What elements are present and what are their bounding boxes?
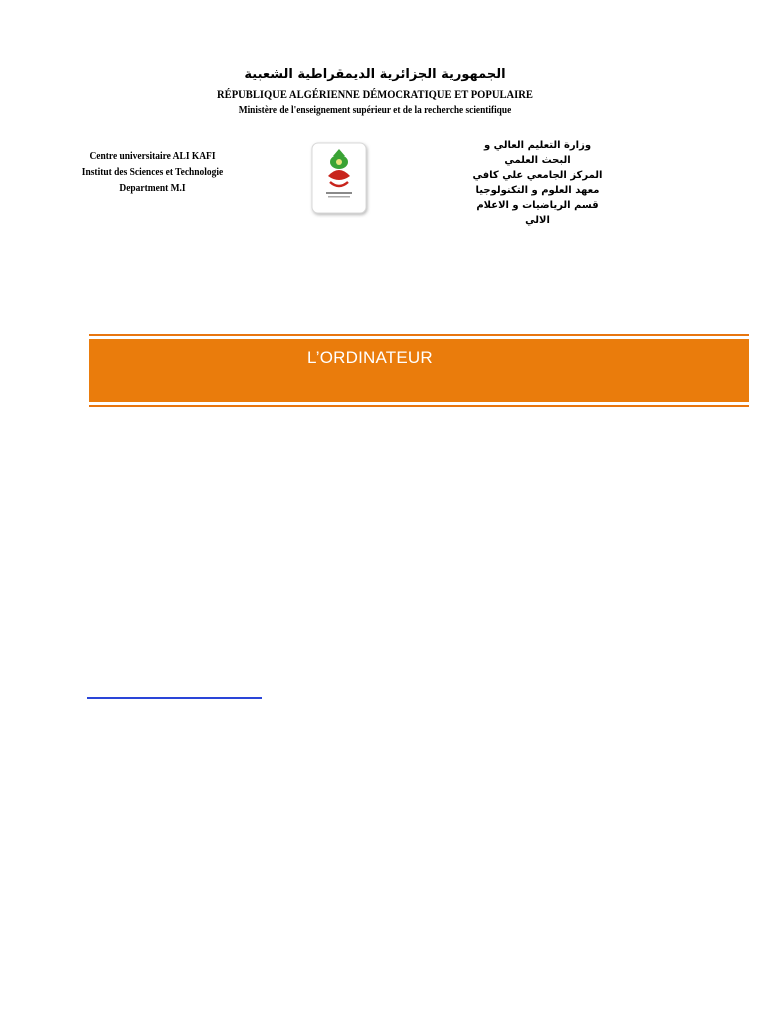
institution-french-block: [70, 148, 235, 196]
university-crest-icon: [309, 140, 371, 218]
header-center: [170, 64, 580, 117]
department-arabic-line: قسم الرياضيات و الاعلام الالي: [476, 200, 599, 226]
institut-arabic-line: معهد العلوم و التكنولوجيا: [475, 185, 600, 196]
institut-line: Institut des Sciences et Technologie: [81, 166, 224, 178]
institution-arabic-block: [470, 138, 605, 228]
department-line: Department M.I: [119, 182, 186, 194]
title-banner: [89, 334, 749, 408]
republic-arabic-title: الجمهورية الجزائرية الديمقراطية الشعبية: [244, 67, 506, 82]
centre-line: Centre universitaire ALI KAFI: [89, 150, 216, 162]
ministry-arabic-line: وزارة التعليم العالي و البحث العلمي: [483, 140, 592, 166]
centre-arabic-line: المركز الجامعي علي كافي: [472, 170, 603, 181]
ministry-title: Ministère de l'enseignement supérieur et de la recherche scientifique: [238, 104, 512, 116]
document-title: L’ORDINATEUR: [307, 348, 433, 367]
hyperlink-underline[interactable]: [87, 697, 262, 699]
banner-top-rule: [89, 334, 749, 336]
banner-bottom-rule: [89, 405, 749, 407]
republic-french-title: RÉPUBLIQUE ALGÉRIENNE DÉMOCRATIQUE ET POPULAIRE: [217, 87, 533, 101]
